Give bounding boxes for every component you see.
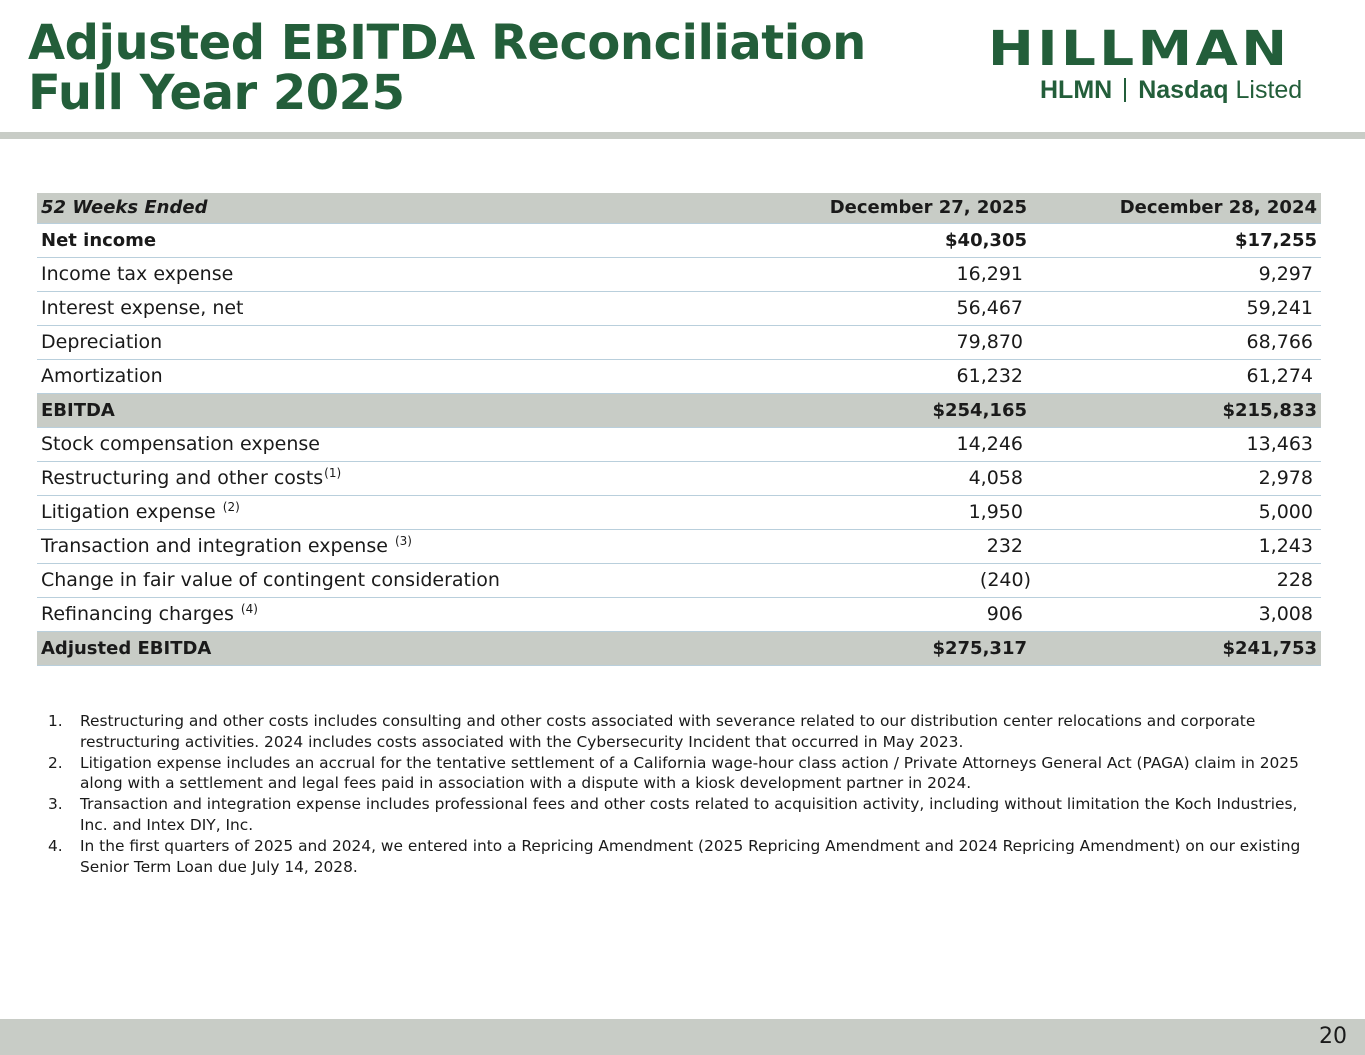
hillman-logo bbox=[988, 21, 1350, 106]
footnote-ref: (4) bbox=[240, 602, 258, 616]
table-row bbox=[37, 325, 1321, 359]
row-label: Refinancing charges $^{(4)}$ bbox=[37, 597, 741, 631]
row-label: Income tax expense bbox=[37, 257, 741, 291]
page-number: 20 bbox=[1319, 1024, 1347, 1049]
page-title-line-2: Full Year 2025 bbox=[28, 65, 405, 121]
footnote-number: 1. bbox=[48, 712, 63, 730]
row-label: Interest expense, net bbox=[37, 291, 741, 325]
header-col-2025: December 27, 2025 bbox=[741, 193, 1031, 223]
row-value-2025: 79,870 bbox=[741, 325, 1031, 359]
row-value-2024: $17,255 bbox=[1031, 223, 1321, 257]
footnote bbox=[48, 836, 1308, 878]
table-row bbox=[37, 291, 1321, 325]
row-value-2025: 906 bbox=[741, 597, 1031, 631]
footnote-ref: (3) bbox=[394, 534, 412, 548]
row-label: Transaction and integration expense $^{(3)}$ bbox=[37, 529, 741, 563]
footnote bbox=[48, 753, 1308, 795]
logo-ticker: HLMN bbox=[1040, 76, 1113, 104]
footnote-ref: (1) bbox=[324, 466, 342, 480]
page-title bbox=[28, 15, 866, 121]
row-value-2025: $275,317 bbox=[741, 631, 1031, 665]
table-row bbox=[37, 427, 1321, 461]
row-value-2024: 9,297 bbox=[1031, 257, 1321, 291]
header-period-label: 52 Weeks Ended bbox=[37, 193, 741, 223]
footnote-number: 4. bbox=[48, 836, 63, 855]
footer-bar bbox=[0, 1019, 1365, 1055]
logo-exchange: Nasdaq bbox=[1138, 76, 1229, 104]
row-value-2024: 68,766 bbox=[1031, 325, 1321, 359]
row-value-2024: 1,243 bbox=[1031, 529, 1321, 563]
row-value-2025: 61,232 bbox=[741, 359, 1031, 393]
row-label: Amortization bbox=[37, 359, 741, 393]
row-value-2024: $241,753 bbox=[1031, 631, 1321, 665]
table-row-total bbox=[37, 631, 1321, 665]
logo-listed: Listed bbox=[1235, 76, 1303, 104]
table-row bbox=[37, 359, 1321, 393]
row-value-2024: 5,000 bbox=[1031, 495, 1321, 529]
row-label: Adjusted EBITDA bbox=[37, 631, 741, 665]
row-value-2025: (240) bbox=[741, 563, 1031, 597]
table-row bbox=[37, 563, 1321, 597]
row-value-2024: 61,274 bbox=[1031, 359, 1321, 393]
row-value-2025: 232 bbox=[741, 529, 1031, 563]
row-value-2024: 13,463 bbox=[1031, 427, 1321, 461]
logo-separator bbox=[1124, 78, 1126, 102]
table-row bbox=[37, 461, 1321, 495]
row-label: Change in fair value of contingent consideration bbox=[37, 563, 741, 597]
row-label: Litigation expense $^{(2)}$ bbox=[37, 495, 741, 529]
row-value-2024: $215,833 bbox=[1031, 393, 1321, 427]
row-value-2025: $40,305 bbox=[741, 223, 1031, 257]
table-header-row bbox=[37, 193, 1321, 223]
table-row bbox=[37, 257, 1321, 291]
ebitda-reconciliation-table bbox=[37, 193, 1321, 666]
row-value-2025: 1,950 bbox=[741, 495, 1031, 529]
row-value-2025: 14,246 bbox=[741, 427, 1031, 461]
footnote-number: 2. bbox=[48, 753, 63, 772]
table-row bbox=[37, 597, 1321, 631]
row-label: Depreciation bbox=[37, 325, 741, 359]
table-row bbox=[37, 223, 1321, 257]
footnote-text: Restructuring and other costs includes consulting and other costs associated with severance related to our distribution center relocations and corporate restructuring activities. 2024 includes costs associated with the Cybersecurity Incident that occurred in May 2023. bbox=[80, 712, 1256, 751]
header-col-2024: December 28, 2024 bbox=[1031, 193, 1321, 223]
footnote-text: Litigation expense includes an accrual for the tentative settlement of a California wage-hour class action / Private Attorneys General Act (PAGA) claim in 2025 along with a settlement and legal fees paid in association with a dispute with a kiosk development partner in 2024. bbox=[80, 753, 1299, 793]
row-value-2025: 4,058 bbox=[741, 461, 1031, 495]
row-value-2024: 228 bbox=[1031, 563, 1321, 597]
footnote bbox=[48, 794, 1308, 836]
row-label: Restructuring and other costs$^{(1)}$ bbox=[37, 461, 741, 495]
header-divider bbox=[0, 132, 1365, 139]
row-value-2025: $254,165 bbox=[741, 393, 1031, 427]
footnotes-list bbox=[48, 711, 1308, 877]
footnote bbox=[48, 711, 1308, 753]
row-label: Net income bbox=[37, 223, 741, 257]
row-value-2025: 56,467 bbox=[741, 291, 1031, 325]
row-label: Stock compensation expense bbox=[37, 427, 741, 461]
page-title-line-1: Adjusted EBITDA Reconciliation bbox=[28, 15, 866, 71]
row-value-2024: 3,008 bbox=[1031, 597, 1321, 631]
table-row bbox=[37, 495, 1321, 529]
row-value-2025: 16,291 bbox=[741, 257, 1031, 291]
row-value-2024: 2,978 bbox=[1031, 461, 1321, 495]
logo-wordmark: HILLMAN bbox=[988, 21, 1291, 77]
table-row bbox=[37, 529, 1321, 563]
row-label: EBITDA bbox=[37, 393, 741, 427]
footnote-text: Transaction and integration expense includes professional fees and other costs related to acquisition activity, including without limitation the Koch Industries, Inc. and Intex DIY, Inc. bbox=[80, 795, 1298, 834]
row-value-2024: 59,241 bbox=[1031, 291, 1321, 325]
footnote-number: 3. bbox=[48, 795, 63, 814]
logo-listing bbox=[1040, 76, 1302, 104]
table-row-subtotal bbox=[37, 393, 1321, 427]
footnote-text: In the first quarters of 2025 and 2024, we entered into a Repricing Amendment (2025 Repricing Amendment and 2024 Repricing Amendment) on our existing Senior Term Loan due July 14, 2028. bbox=[80, 836, 1301, 876]
footnote-ref: (2) bbox=[222, 500, 240, 514]
